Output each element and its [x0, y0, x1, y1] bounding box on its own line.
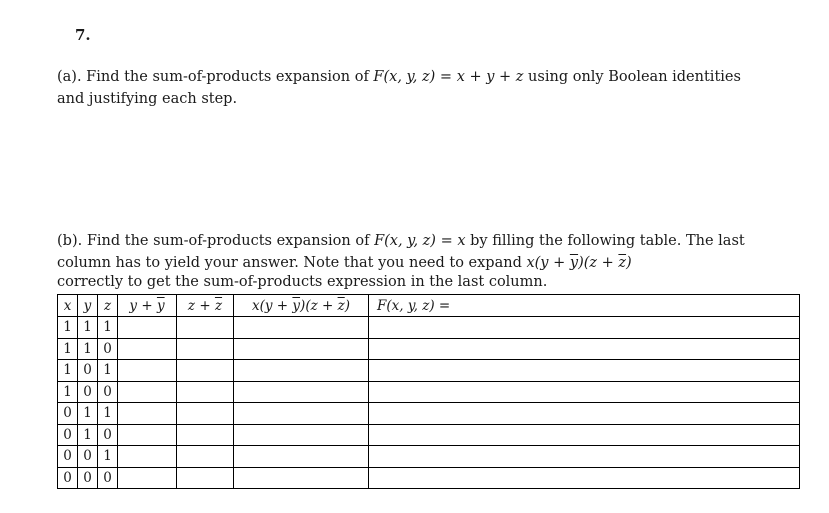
- part-a-intro: (a). Find the sum-of-products expansion of: [57, 69, 374, 85]
- part-b-expand-expression: [526, 255, 631, 271]
- header-prod-z-bar: $\overline{z}$: [337, 297, 345, 314]
- part-b-last-line: correctly to get the sum-of-products expression in the last column.: [57, 274, 548, 290]
- cell-f[interactable]: [369, 467, 800, 489]
- cell-x: 1: [58, 338, 78, 360]
- cell-y-or-ybar[interactable]: [118, 317, 177, 339]
- cell-x: 1: [58, 381, 78, 403]
- expand-expr-part-1: x(y +: [526, 254, 570, 271]
- header-z: z: [98, 295, 118, 317]
- cell-f[interactable]: [369, 360, 800, 382]
- cell-z: 0: [98, 338, 118, 360]
- cell-z-or-zbar[interactable]: [177, 446, 234, 468]
- cell-x: 1: [58, 360, 78, 382]
- cell-y: 1: [78, 424, 98, 446]
- header-product: [234, 295, 369, 317]
- problem-number: 7.: [75, 26, 91, 44]
- cell-y: 0: [78, 467, 98, 489]
- cell-f[interactable]: [369, 424, 800, 446]
- part-b-instructions: by filling the following table. The last column has to yield your answer. Note that you need to expand: [57, 233, 745, 271]
- expand-expr-part-2: )(z +: [578, 254, 619, 271]
- cell-product[interactable]: [234, 467, 369, 489]
- header-y-or-ybar: [118, 295, 177, 317]
- cell-z-or-zbar[interactable]: [177, 317, 234, 339]
- cell-x: 0: [58, 424, 78, 446]
- cell-z-or-zbar[interactable]: [177, 424, 234, 446]
- expand-expr-part-3: ): [626, 254, 632, 271]
- cell-z-or-zbar[interactable]: [177, 381, 234, 403]
- truth-table: [57, 294, 800, 489]
- cell-z-or-zbar[interactable]: [177, 360, 234, 382]
- table-row: [58, 446, 800, 468]
- table-row: [58, 360, 800, 382]
- cell-f[interactable]: [369, 338, 800, 360]
- header-y: y: [78, 295, 98, 317]
- header-z-bar: $\overline{z}$: [214, 297, 223, 314]
- table-header-row: [58, 295, 800, 317]
- part-b-equals: =: [435, 233, 458, 249]
- header-x: x: [58, 295, 78, 317]
- header-y-plus: y +: [129, 297, 157, 314]
- table-row: [58, 403, 800, 425]
- part-b-function: F(x, y, z): [374, 233, 436, 249]
- cell-z-or-zbar[interactable]: [177, 338, 234, 360]
- cell-x: 1: [58, 317, 78, 339]
- table-row: [58, 317, 800, 339]
- header-prod-y-bar: $\overline{y}$: [292, 297, 301, 314]
- cell-z: 1: [98, 360, 118, 382]
- header-z-plus: z +: [187, 297, 215, 314]
- header-z-or-zbar: [177, 295, 234, 317]
- part-b-expression: x: [457, 233, 466, 249]
- cell-product[interactable]: [234, 317, 369, 339]
- part-a-function: F(x, y, z): [373, 69, 436, 85]
- cell-y-or-ybar[interactable]: [118, 338, 177, 360]
- cell-f[interactable]: [369, 446, 800, 468]
- cell-f[interactable]: [369, 317, 800, 339]
- cell-z: 0: [98, 467, 118, 489]
- part-a-expression: x + y + z: [456, 69, 524, 85]
- cell-y: 1: [78, 317, 98, 339]
- part-b-intro: (b). Find the sum-of-products expansion of: [57, 233, 375, 249]
- cell-x: 0: [58, 446, 78, 468]
- header-f: F(x, y, z) =: [369, 295, 800, 317]
- table-row: [58, 424, 800, 446]
- table-row: [58, 467, 800, 489]
- header-prod-part-2: )(z +: [300, 297, 338, 314]
- table-row: [58, 381, 800, 403]
- table-row: [58, 338, 800, 360]
- part-a-instructions: using only Boolean identities and justifying each step.: [57, 69, 741, 107]
- cell-x: 0: [58, 403, 78, 425]
- cell-z: 0: [98, 424, 118, 446]
- cell-product[interactable]: [234, 338, 369, 360]
- expand-z-bar: $\overline{z}$: [618, 254, 627, 271]
- cell-y-or-ybar[interactable]: [118, 467, 177, 489]
- cell-y: 0: [78, 446, 98, 468]
- cell-f[interactable]: [369, 403, 800, 425]
- cell-y: 1: [78, 403, 98, 425]
- cell-x: 0: [58, 467, 78, 489]
- cell-product[interactable]: [234, 360, 369, 382]
- part-b-text: [57, 231, 769, 274]
- header-prod-part-3: ): [344, 297, 350, 314]
- cell-y-or-ybar[interactable]: [118, 360, 177, 382]
- cell-y: 0: [78, 381, 98, 403]
- cell-z: 1: [98, 317, 118, 339]
- cell-y: 1: [78, 338, 98, 360]
- cell-product[interactable]: [234, 446, 369, 468]
- cell-y-or-ybar[interactable]: [118, 381, 177, 403]
- expand-y-bar: $\overline{y}$: [569, 254, 579, 271]
- cell-product[interactable]: [234, 381, 369, 403]
- cell-z-or-zbar[interactable]: [177, 467, 234, 489]
- part-a-equals: =: [435, 69, 457, 85]
- cell-z: 0: [98, 381, 118, 403]
- header-prod-part-1: x(y +: [252, 297, 293, 314]
- cell-y-or-ybar[interactable]: [118, 403, 177, 425]
- cell-y: 0: [78, 360, 98, 382]
- cell-z: 1: [98, 446, 118, 468]
- cell-z-or-zbar[interactable]: [177, 403, 234, 425]
- cell-y-or-ybar[interactable]: [118, 446, 177, 468]
- cell-z: 1: [98, 403, 118, 425]
- cell-f[interactable]: [369, 381, 800, 403]
- cell-y-or-ybar[interactable]: [118, 424, 177, 446]
- header-y-bar: $\overline{y}$: [156, 297, 165, 314]
- cell-product[interactable]: [234, 403, 369, 425]
- part-a-text: [57, 67, 769, 110]
- cell-product[interactable]: [234, 424, 369, 446]
